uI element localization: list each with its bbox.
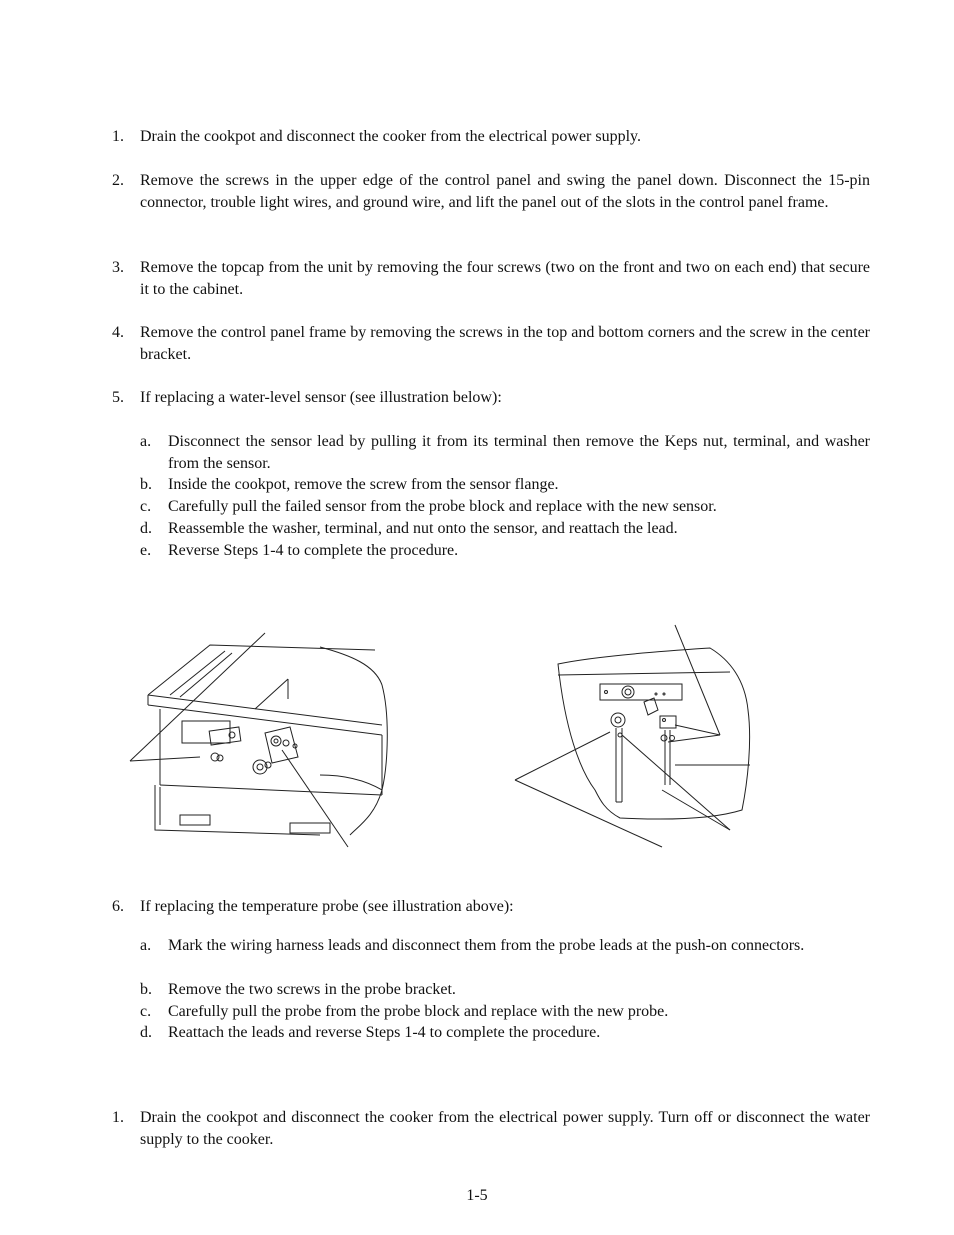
substep-b — [140, 474, 870, 496]
substep-e — [140, 540, 870, 562]
step-4 — [112, 322, 870, 365]
substep-d — [140, 518, 870, 540]
step-6 — [112, 896, 870, 918]
substep-text: Reverse Steps 1-4 to complete the procedure. — [168, 542, 459, 559]
substep-text: Disconnect the sensor lead by pulling it from its terminal then remove the Keps nut, terminal, and washer from the sensor. — [168, 433, 870, 472]
substep-b — [140, 979, 870, 1001]
sensor-illustration — [120, 625, 400, 850]
step-3 — [112, 257, 870, 300]
substep-letter: d. — [140, 1024, 152, 1041]
substep-letter: e. — [140, 542, 152, 559]
step-2 — [112, 170, 870, 213]
substep-letter: a. — [140, 937, 152, 954]
step-number: 6. — [112, 898, 124, 915]
substep-text: Reattach the leads and reverse Steps 1-4 to complete the procedure. — [168, 1024, 601, 1041]
step-number: 4. — [112, 324, 124, 341]
substep-text: Inside the cookpot, remove the screw from the sensor flange. — [168, 476, 559, 493]
substep-letter: a. — [140, 433, 152, 450]
substep-a — [140, 431, 870, 474]
substep-text: Carefully pull the failed sensor from the probe block and replace with the new sensor. — [168, 498, 717, 515]
substep-text: Remove the two screws in the probe bracket. — [168, 981, 456, 998]
substep-d — [140, 1022, 870, 1044]
substep-letter: c. — [140, 498, 152, 515]
probe-illustration — [510, 620, 770, 850]
step-text: Drain the cookpot and disconnect the cooker from the electrical power supply. — [140, 128, 642, 145]
substep-letter: c. — [140, 1003, 152, 1020]
substep-letter: b. — [140, 981, 152, 998]
substep-text: Carefully pull the probe from the probe block and replace with the new probe. — [168, 1003, 669, 1020]
step-1-water — [112, 1107, 870, 1150]
step-number: 1. — [112, 1109, 124, 1126]
substep-text: Mark the wiring harness leads and disconnect them from the probe leads at the push-on connectors. — [168, 937, 805, 954]
substep-letter: b. — [140, 476, 152, 493]
page-number: 1-5 — [466, 1187, 488, 1204]
step-1 — [112, 126, 870, 148]
step-number: 1. — [112, 128, 124, 145]
substep-a — [140, 935, 870, 957]
substep-c — [140, 1001, 870, 1023]
step-text: If replacing a water-level sensor (see illustration below): — [140, 389, 502, 406]
step-text: Remove the topcap from the unit by removing the four screws (two on the front and two on each end) that secure it to the cabinet. — [140, 259, 870, 298]
step-number: 3. — [112, 259, 124, 276]
step-number: 2. — [112, 172, 124, 189]
step-text: Remove the control panel frame by removing the screws in the top and bottom corners and the screw in the center bracket. — [140, 324, 870, 363]
step-number: 5. — [112, 389, 124, 406]
step-5 — [112, 387, 870, 409]
substep-text: Reassemble the washer, terminal, and nut onto the sensor, and reattach the lead. — [168, 520, 678, 537]
step-text: If replacing the temperature probe (see illustration above): — [140, 898, 514, 915]
step-text: Drain the cookpot and disconnect the cooker from the electrical power supply. Turn off or disconnect the water supply to the cooker. — [140, 1109, 870, 1148]
substep-letter: d. — [140, 520, 152, 537]
step-text: Remove the screws in the upper edge of the control panel and swing the panel down. Disconnect the 15-pin connector, trouble light wires, and ground wire, and lift the panel out of the slots in the control panel frame. — [140, 172, 870, 211]
substep-c — [140, 496, 870, 518]
